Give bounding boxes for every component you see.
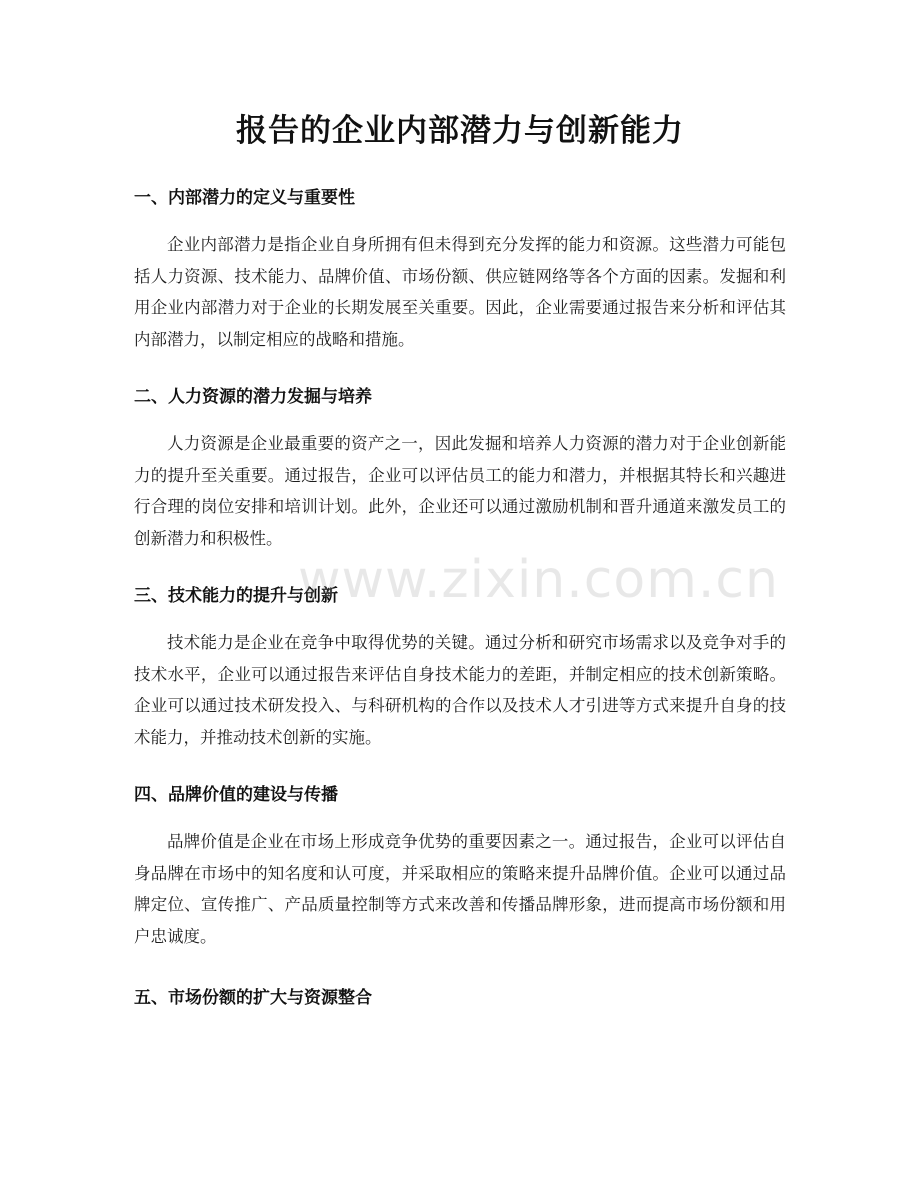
- section-heading: 四、品牌价值的建设与传播: [134, 785, 338, 805]
- section-brand-value: [134, 782, 786, 952]
- section-heading: 一、内部潜力的定义与重要性: [134, 188, 355, 208]
- section-heading: 三、技术能力的提升与创新: [134, 586, 338, 606]
- section-heading: 二、人力资源的潜力发掘与培养: [134, 387, 372, 407]
- section-paragraph: 人力资源是企业最重要的资产之一，因此发掘和培养人力资源的潜力对于企业创新能力的提升至关重要。通过报告，企业可以评估员工的能力和潜力，并根据其特长和兴趣进行合理的岗位安排和培训计划。此外，企业还可以通过激励机制和晋升通道来激发员工的创新潜力和积极性。: [134, 434, 786, 548]
- section-heading: 五、市场份额的扩大与资源整合: [134, 988, 372, 1008]
- section-market-share: [134, 985, 786, 1011]
- section-paragraph: 技术能力是企业在竞争中取得优势的关键。通过分析和研究市场需求以及竞争对手的技术水平，企业可以通过报告来评估自身技术能力的差距，并制定相应的技术创新策略。企业可以通过技术研发投入、与科研机构的合作以及技术人才引进等方式来提升自身的技术能力，并推动技术创新的实施。: [134, 633, 786, 747]
- section-paragraph: 品牌价值是企业在市场上形成竞争优势的重要因素之一。通过报告，企业可以评估自身品牌在市场中的知名度和认可度，并采取相应的策略来提升品牌价值。企业可以通过品牌定位、宣传推广、产品质量控制等方式来改善和传播品牌形象，进而提高市场份额和用户忠诚度。: [134, 832, 786, 946]
- section-paragraph: 企业内部潜力是指企业自身所拥有但未得到充分发挥的能力和资源。这些潜力可能包括人力资源、技术能力、品牌价值、市场份额、供应链网络等各个方面的因素。发掘和利用企业内部潜力对于企业的长期发展至关重要。因此，企业需要通过报告来分析和评估其内部潜力，以制定相应的战略和措施。: [134, 235, 786, 349]
- section-internal-potential: [134, 185, 786, 355]
- section-technology: [134, 583, 786, 753]
- section-human-resources: [134, 384, 786, 554]
- document-title: 报告的企业内部潜力与创新能力: [236, 113, 684, 149]
- watermark: www.zixin.com.cn: [298, 550, 779, 610]
